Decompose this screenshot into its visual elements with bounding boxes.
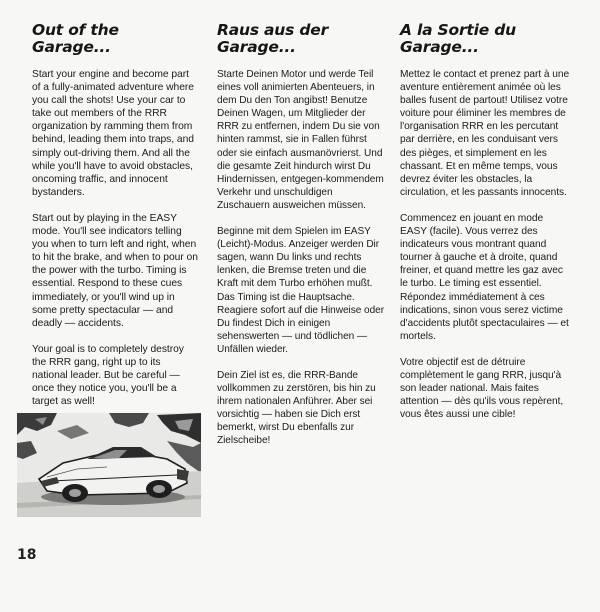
german-heading: Raus aus der Garage... xyxy=(217,21,329,56)
french-paragraph-3: Votre objectif est de détruire complètement le gang RRR, jusqu'à son leader national. Mais faites attention — dès qu'ils vous repèrent, vous êtes aussi une cible! xyxy=(400,356,564,421)
french-heading: A la Sortie du Garage... xyxy=(400,21,516,56)
english-paragraph-1: Start your engine and become part of a fully-animated adventure where you call the shots! Use your car to take out members of the RRR organization by ramming them from behind, leading them into traps, and simply out-driving them. And all the while you'll have to avoid obstacles, oncoming traffic, and innocent bystanders. xyxy=(32,69,194,198)
french-column xyxy=(400,22,570,434)
french-paragraph-2: Commencez en jouant en mode EASY (facile). Vous verrez des indicateurs vous montrant quand tourner à gauche et à droite, quand freiner, et quand mettre les gaz avec le turbo. Le timing est essentiel. Répondez immédiatement à ces indications, sinon vous serez victime d'accidents plutôt spectaculaires — et mortels. xyxy=(400,212,569,342)
german-column xyxy=(217,22,385,461)
german-paragraph-3: Dein Ziel ist es, die RRR-Bande vollkommen zu zerstören, bis hin zu ihrem nationalen Anführer. Aber sei vorsichtig — haben sie Dich erst bemerkt, wirst Du ebenfalls zur Zielscheibe! xyxy=(217,369,376,447)
french-paragraph-1: Mettez le contact et prenez part à une aventure entièrement animée où les balles fusent de partout! Utilisez votre voiture pour éliminer les membres de l'organisation RRR en les percutant par derrière, en les conduisant vers des pièges, et simplement en les chassant. Et en même temps, vous devrez éviter les obstacles, la circulation, et les passants innocents. xyxy=(400,69,570,198)
page-number: 18 xyxy=(17,547,37,563)
english-paragraph-3: Your goal is to completely destroy the RRR gang, right up to its national leader. But be careful — once they notice you, you'll be a target as well! xyxy=(32,343,184,408)
sports-car-illustration xyxy=(17,413,201,517)
english-heading: Out of the Garage... xyxy=(32,21,119,56)
german-paragraph-1: Starte Deinen Motor und werde Teil eines voll animierten Abenteuers, in dem Du den Ton angibst! Benutze Deinen Wagen, um Mitglieder der RRR zu entfernen, indem Du sie von hinten rammst, sie in Fallen führst oder sie einfach ausmanövrierst. Und die gesamte Zeit hindurch wirst Du Hindernissen, entgegen-kommendem Verkehr und unschuldigen Zuschauern ausweichen müssen. xyxy=(217,69,384,211)
english-paragraph-2: Start out by playing in the EASY mode. You'll see indicators telling you when to turn left and right, when to hit the brake, and when to pour on the power with the turbo. Timing is essential. Respond to these cues immediately, or you'll wind up in some pretty spectacular — and deadly — accidents. xyxy=(32,212,198,329)
english-column xyxy=(32,22,198,421)
german-paragraph-2: Beginne mit dem Spielen im EASY (Leicht)-Modus. Anzeiger werden Dir sagen, wann Du links und rechts lenken, die Bremse treten und die Kraft mit dem Turbo erhöhen mußt. Das Timing ist die Hauptsache. Reagiere sofort auf die Hinweise oder Du findest Dich in einigen sehenswerten — und tödlichen — Unfällen wieder. xyxy=(217,226,385,355)
